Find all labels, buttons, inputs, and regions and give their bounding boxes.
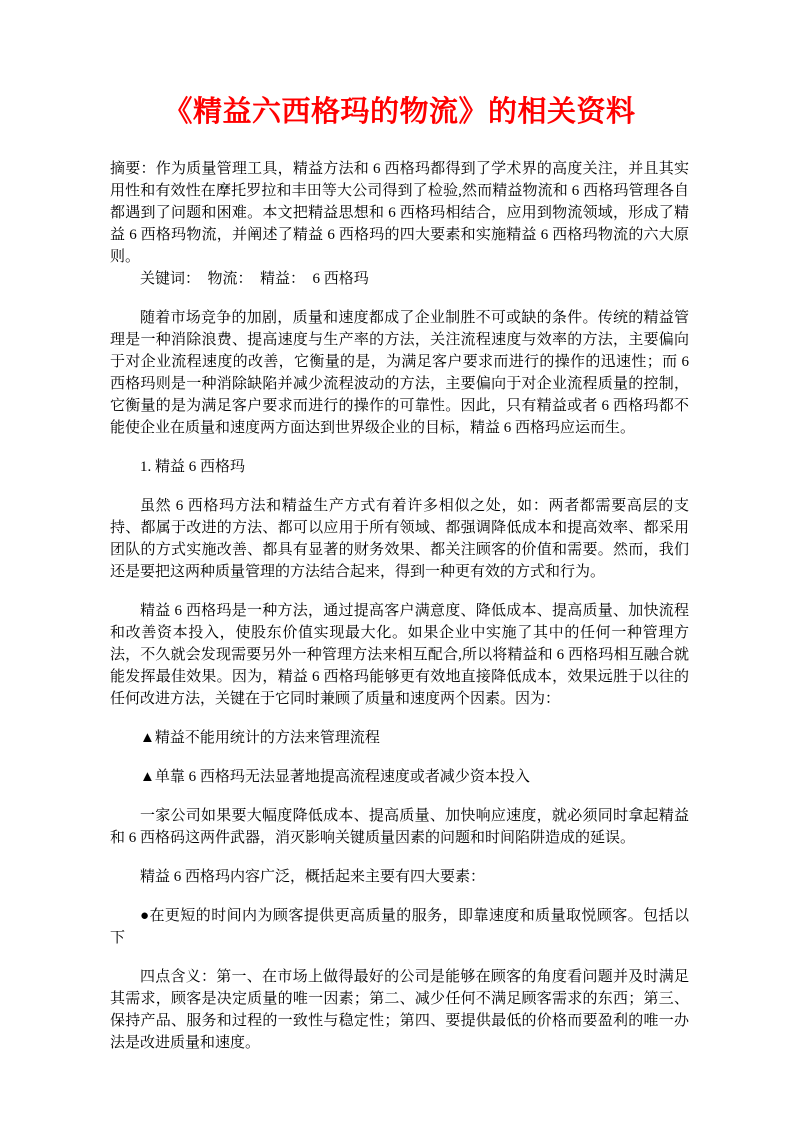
paragraph: 四点含义：第一、在市场上做得最好的公司是能够在顾客的角度看问题并及时满足其需求，顾客是决定质量的唯一因素；第二、减少任何不满足顾客需求的东西；第三、保持产品、服务和过程的一致性与稳定性；第四、要提供最低的价格而要盈利的唯一办法是改进质量和速度。 bbox=[110, 969, 689, 1051]
paragraph: 随着市场竞争的加剧，质量和速度都成了企业制胜不可或缺的条件。传统的精益管理是一种消除浪费、提高速度与生产率的方法，关注流程速度与效率的方法，主要偏向于对企业流程速度的改善，它衡量的是，为满足客户要求而进行的操作的迅速性；而 6 西格玛则是一种消除缺陷并减少流程波动的方法，主要偏向于对企业流程质量的控制，它衡量的是为满足客户要求而进行的操作的可靠性。因此，只有精益或者 6 西格玛都不能使企业在质量和速度两方面达到世界级企业的目标，精益 6 西格玛应运而生。 bbox=[110, 310, 689, 436]
keywords-line: 关键词： 物流： 精益： 6 西格玛 bbox=[140, 271, 369, 287]
section-heading: 1. 精益 6 西格玛 bbox=[140, 459, 246, 475]
paragraph: 一家公司如果要大幅度降低成本、提高质量、加快响应速度，就必须同时拿起精益和 6 西格码这两件武器，消灭影响关键质量因素的问题和时间陷阱造成的延误。 bbox=[110, 808, 689, 846]
document-title: 《精益六西格玛的物流》的相关资料 bbox=[163, 96, 636, 128]
paragraph: 精益 6 西格玛内容广泛，概括起来主要有四大要素： bbox=[140, 869, 486, 885]
bullet-item: ▲单靠 6 西格玛无法显著地提高流程速度或者减少资本投入 bbox=[140, 769, 530, 785]
abstract-paragraph: 摘要：作为质量管理工具，精益方法和 6 西格玛都得到了学术界的高度关注，并且其实用性和有效性在摩托罗拉和丰田等大公司得到了检验,然而精益物流和 6 西格玛管理各自都遇到了问题和困难。本文把精益思想和 6 西格玛相结合，应用到物流领域，形成了精益 6 西格玛物流，并阐述了精益 6 西格玛的四大要素和实施精益 6 西格玛物流的六大原则。 bbox=[110, 161, 689, 265]
bullet-item: ●在更短的时间内为顾客提供更高质量的服务，即靠速度和质量取悦顾客。包括以下 bbox=[110, 908, 689, 946]
bullet-item: ▲精益不能用统计的方法来管理流程 bbox=[140, 730, 380, 746]
paragraph: 虽然 6 西格玛方法和精益生产方式有着许多相似之处，如：两者都需要高层的支持、都属于改进的方法、都可以应用于所有领域、都强调降低成本和提高效率、都采用团队的方式实施改善、都具有显著的财务效果、都关注顾客的价值和需要。然而，我们还是要把这两种质量管理的方法结合起来，得到一种更有效的方式和行为。 bbox=[110, 498, 689, 580]
paragraph: 精益 6 西格玛是一种方法，通过提高客户满意度、降低成本、提高质量、加快流程和改善资本投入，使股东价值实现最大化。如果企业中实施了其中的任何一种管理方法，不久就会发现需要另外一种管理方法来相互配合,所以将精益和 6 西格玛相互融合就能发挥最佳效果。因为，精益 6 西格玛能够更有效地直接降低成本，效果远胜于以往的任何改进方法，关键在于它同时兼顾了质量和速度两个因素。因为： bbox=[110, 603, 689, 707]
document-body bbox=[110, 158, 689, 1054]
